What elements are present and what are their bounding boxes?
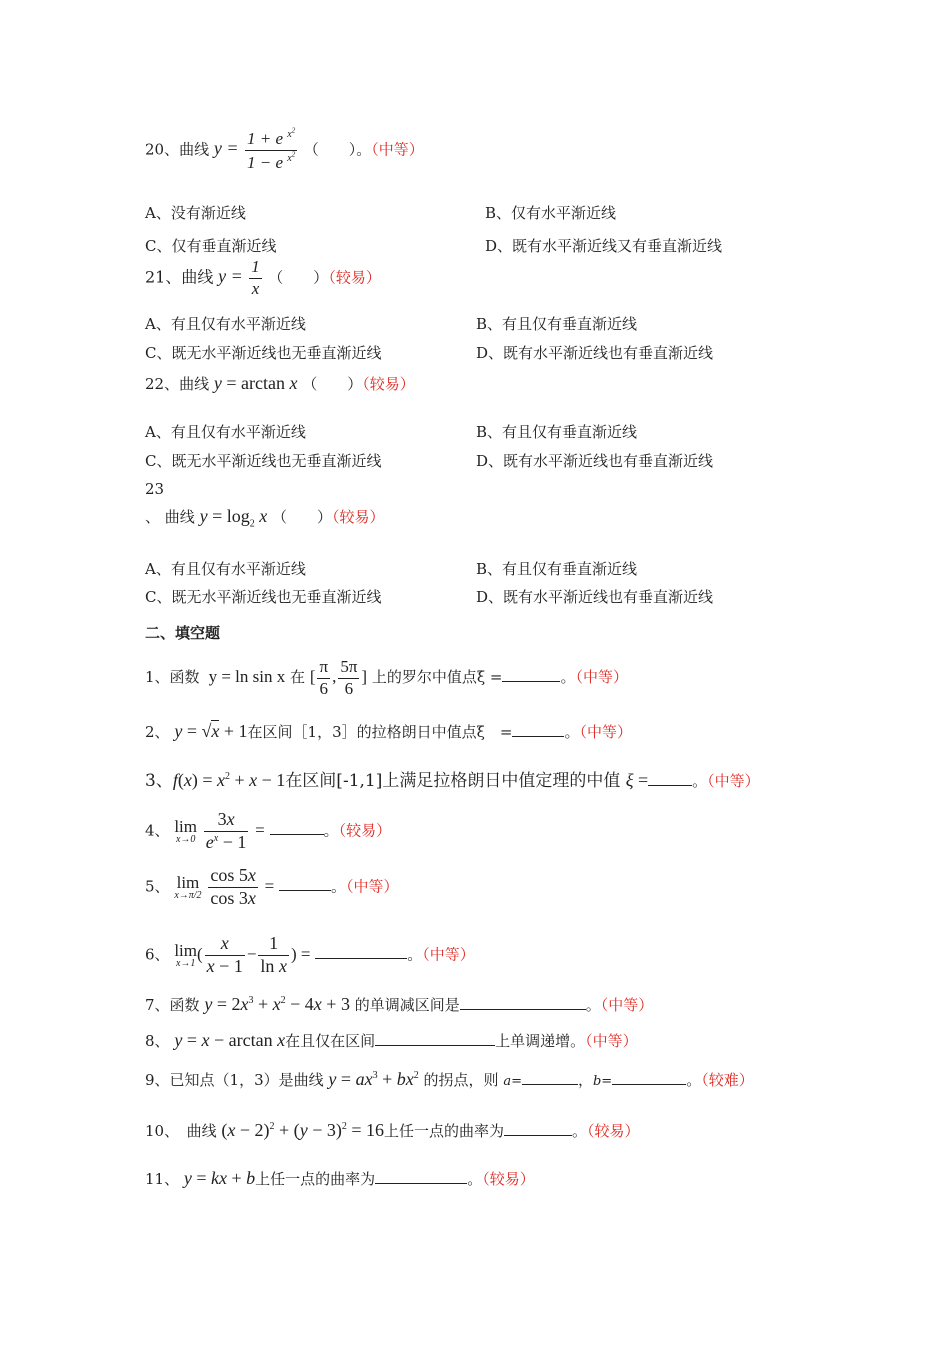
option-c: C、仅有垂直渐近线 (145, 237, 277, 255)
text: 上任一点的曲率为 (384, 1122, 505, 1140)
formula: $f(x) = x^2 + x - 1$ (172, 770, 286, 790)
option-a: A、没有渐近线 (145, 204, 246, 222)
question-label: 9、已知点（1，3）是曲线 (145, 1071, 324, 1089)
option-b: B、有且仅有垂直渐近线 (476, 315, 638, 333)
limit: lim x→π/2 (174, 872, 202, 901)
difficulty-label: （中等） (579, 723, 632, 741)
question-20 (145, 128, 424, 172)
limit: lim x→0 (174, 816, 197, 845)
formula: $\frac{3x}{e^x - 1}$ (205, 809, 247, 852)
option-b: B、有且仅有垂直渐近线 (476, 560, 638, 578)
text: 。 (686, 1071, 702, 1089)
fill-8 (145, 1030, 638, 1051)
fill-11 (145, 1168, 535, 1189)
option-b: B、仅有水平渐近线 (485, 204, 617, 222)
question-label: 8、 (145, 1032, 170, 1050)
option-a: A、有且仅有水平渐近线 (145, 560, 306, 578)
answer-paren: （ ） (302, 375, 363, 393)
fill-1 (145, 658, 628, 698)
label-b: b= (592, 1074, 613, 1089)
formula: $\frac{\cos 5x}{\cos 3x}$ (210, 865, 256, 908)
question-23 (145, 506, 385, 530)
question-label: 2、 (145, 723, 170, 741)
fill-4: 4、 lim x→0 $\frac{3x}{e^x - 1}$ = 。（较易） (145, 809, 392, 852)
formula: $y = \log_2 x$ (199, 506, 268, 530)
formula: $(x - 2)^2 + (y - 3)^2 = 16$ (221, 1120, 384, 1140)
question-number: 22、曲线 (145, 375, 210, 393)
fill-9 (145, 1069, 754, 1090)
difficulty-label: （较难） (701, 1071, 754, 1089)
answer-blank[interactable] (460, 995, 586, 1010)
formula: ξ = (625, 770, 649, 790)
option-c: C、既无水平渐近线也无垂直渐近线 (145, 588, 382, 606)
text: 上单调递增。 (495, 1032, 586, 1050)
difficulty-label: （中等） (575, 668, 629, 687)
option-d: D、既有水平渐近线又有垂直渐近线 (485, 237, 723, 255)
difficulty-label: （中等） (707, 772, 760, 790)
option-a: A、有且仅有水平渐近线 (145, 315, 306, 333)
fill-10 (145, 1120, 640, 1141)
text: 的单调减区间是 (354, 996, 460, 1014)
question-22 (145, 373, 415, 394)
text: 上的罗尔中值点ξ = (371, 668, 503, 687)
answer-paren: （ ）。 (303, 140, 372, 159)
answer-blank[interactable] (279, 876, 331, 891)
answer-blank[interactable] (502, 667, 560, 682)
difficulty-label: （较易） (482, 1170, 535, 1188)
question-number: 20、曲线 (145, 140, 210, 159)
option-c: C、既无水平渐近线也无垂直渐近线 (145, 452, 382, 470)
limit: lim x→1 (174, 940, 197, 969)
answer-blank[interactable] (375, 1169, 467, 1184)
text: 在 (290, 668, 306, 687)
difficulty-label: （较易） (328, 268, 381, 287)
question-number: 21、曲线 (145, 267, 214, 287)
answer-blank-a[interactable] (522, 1070, 578, 1085)
formula: $y = ax^3 + bx^2$ (328, 1069, 419, 1089)
text: 。 (407, 945, 423, 964)
question-label: 5、 (145, 877, 170, 896)
difficulty-label: （较易） (362, 375, 415, 393)
answer-blank[interactable] (315, 944, 407, 959)
difficulty-label: （较易） (338, 821, 392, 840)
formula: y = ln sin x (204, 667, 286, 687)
text: 在区间［1，3］的拉格朗日中值点ξ = (247, 723, 513, 741)
question-label: 10、 曲线 (145, 1122, 217, 1140)
question-label: 11、 (145, 1170, 180, 1188)
formula: $\frac{1}{\text{ln x}}$ (260, 933, 287, 976)
text: 。 (331, 877, 347, 896)
answer-paren: （ ） (272, 508, 333, 526)
difficulty-label: （较易） (332, 508, 385, 526)
difficulty-label: （中等） (422, 945, 475, 964)
answer-paren: （ ） (268, 268, 329, 287)
text: 在区间[-1,1]上满足拉格朗日中值定理的中值 (285, 771, 621, 791)
text: 的拐点，则 (423, 1071, 499, 1089)
text: 。 (560, 668, 576, 687)
question-label: 3、 (145, 771, 173, 791)
formula: y = $\frac{1}{x}$ (218, 257, 260, 298)
text: 。 (572, 1122, 588, 1140)
option-d: D、既有水平渐近线也有垂直渐近线 (476, 452, 714, 470)
text: 。 (585, 996, 601, 1014)
option-b: B、有且仅有垂直渐近线 (476, 423, 638, 441)
formula: y = kx + b (183, 1168, 256, 1188)
answer-blank[interactable] (504, 1121, 572, 1136)
formula: $y = 2x^3 + x^2 - 4x + 3$ (204, 994, 350, 1014)
label-a: a= (503, 1074, 522, 1089)
option-d: D、既有水平渐近线也有垂直渐近线 (476, 344, 714, 362)
fill-3 (145, 766, 760, 791)
answer-blank[interactable] (648, 771, 692, 786)
formula: $\frac{x}{x - 1}$ (206, 933, 243, 976)
difficulty-label: （较易） (587, 1122, 640, 1140)
interval: [ $\frac{\pi}{6}$ , $\frac{5\pi}{6}$ ] (309, 657, 368, 698)
text: 在且仅在区间 (285, 1032, 376, 1050)
answer-blank[interactable] (375, 1031, 495, 1046)
question-label: 4、 (145, 821, 170, 840)
option-a: A、有且仅有水平渐近线 (145, 423, 306, 441)
fill-7 (145, 994, 653, 1015)
formula: y = arctan x (213, 373, 298, 393)
answer-blank-b[interactable] (612, 1070, 686, 1085)
question-label: 1、函数 (145, 668, 200, 687)
text: ， (577, 1071, 593, 1089)
fill-6: 6、 lim x→1 ( $\frac{x}{x - 1}$ − $\frac{1}{\text{ln x}}$ ) = 。（中等） (145, 933, 475, 976)
question-label: 6、 (145, 945, 170, 964)
question-label: 7、函数 (145, 996, 200, 1014)
section-heading: 二、填空题 (145, 624, 221, 642)
text: 。 (323, 821, 339, 840)
formula: y = x − arctan x (174, 1030, 286, 1050)
text: 。 (467, 1170, 483, 1188)
formula: y = √x + 1 (174, 721, 248, 741)
question-label: 、 曲线 (145, 508, 195, 526)
difficulty-label: （中等） (371, 140, 424, 159)
question-21 (145, 258, 381, 298)
option-d: D、既有水平渐近线也有垂直渐近线 (476, 588, 714, 606)
difficulty-label: （中等） (585, 1032, 638, 1050)
answer-blank[interactable] (270, 820, 324, 835)
difficulty-label: （中等） (346, 877, 399, 896)
question-23-number: 23 (145, 480, 165, 498)
difficulty-label: （中等） (600, 996, 654, 1014)
text: 。 (564, 723, 580, 741)
fill-2 (145, 721, 632, 742)
fill-5: 5、 lim x→π/2 $\frac{\cos 5x}{\cos 3x}$ = 。（中等） (145, 865, 399, 908)
text: 。 (692, 772, 708, 790)
formula: y = $\frac{1 + e ^{x^2}}{1 - e ^{x^2}}$ (213, 127, 296, 172)
text: 上任一点的曲率为 (255, 1170, 376, 1188)
answer-blank[interactable] (512, 722, 564, 737)
option-c: C、既无水平渐近线也无垂直渐近线 (145, 344, 382, 362)
